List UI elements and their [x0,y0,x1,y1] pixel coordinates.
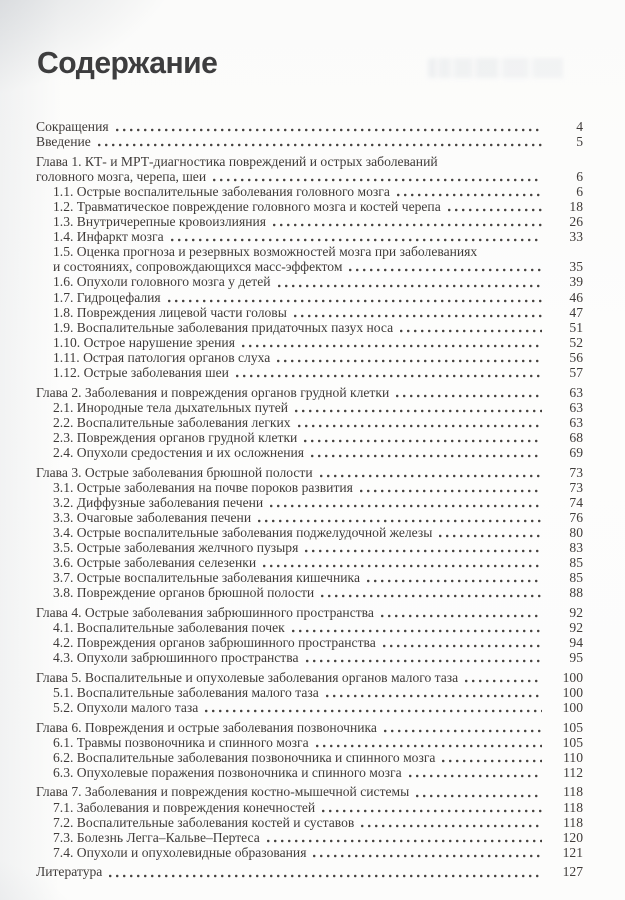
toc-page-number: 69 [569,444,583,460]
toc-subentry [36,259,583,274]
toc-entry-label: 1.4. Инфаркт мозга [53,229,164,245]
dot-leader [168,299,542,303]
toc-page-number: 68 [569,429,583,445]
dot-leader [277,359,542,363]
toc-subentry [36,320,583,335]
toc-page-number: 92 [569,604,583,620]
toc-page-number: 35 [569,259,583,275]
toc-subentry [36,735,583,750]
dot-leader [448,208,542,212]
toc-subentry [36,495,583,510]
toc-entry-label: 2.4. Опухоли средостения и их осложнения [53,444,305,460]
dot-leader [442,759,542,763]
dot-leader [416,794,542,798]
dot-leader [263,564,542,568]
toc-subentry [36,525,583,540]
toc-subentry [36,650,583,665]
toc-entry-label: 4.1. Воспалительные заболевания почек [53,620,285,635]
toc-entry-label: 1.3. Внутричерепные кровоизлияния [53,214,266,230]
dot-leader [322,809,542,813]
toc-page-number: 76 [569,509,583,525]
dot-leader [305,549,542,553]
dot-leader [171,238,542,242]
toc-subentry [36,305,583,320]
toc-page-number: 57 [569,365,583,380]
toc-list [36,119,583,880]
toc-page-number: 95 [569,650,583,666]
toc-page-number: 118 [563,784,583,800]
toc-page-number: 5 [576,134,583,150]
toc-entry-label: Глава 3. Острые заболевания брюшной полости [36,464,313,480]
toc-page-number: 121 [562,844,583,860]
toc-subentry [36,415,583,430]
toc-entry-label: Глава 6. Повреждения и острые заболевания позвоночника [36,719,377,735]
toc-subentry [36,570,583,585]
toc-entry-label: 1.12. Острые заболевания шеи [53,365,229,380]
toc-subentry [36,350,583,365]
toc-entry-label: 2.1. Инородные тела дыхательных путей [53,399,289,415]
toc-entry-label: 3.5. Острые заболевания желчного пузыря [53,540,299,556]
dot-leader [384,729,542,733]
toc-entry-label: 5.2. Опухоли малого таза [53,699,199,715]
toc-page-number: 6 [576,168,583,184]
toc-entry-label: 2.2. Воспалительные заболевания легких [53,414,291,430]
toc-subentry [36,800,583,815]
toc-subentry [36,685,583,700]
toc-subentry [36,365,583,380]
toc-page-number: 85 [569,570,583,586]
toc-entry-label: и состояниях, сопровождающихся масс-эффектом [53,259,343,275]
dot-leader [360,489,542,493]
toc-entry-label: 7.3. Болезнь Легга–Кальве–Пертеса [53,829,260,845]
toc-subentry [36,445,583,460]
toc-entry [36,605,583,620]
toc-subentry [36,335,583,350]
dot-leader [236,374,542,378]
toc-page-number: 63 [569,399,583,415]
dot-leader [294,314,542,318]
toc-entry-label: 3.7. Острые воспалительные заболевания кишечника [53,570,360,586]
toc-page-number: 112 [563,764,583,780]
toc-subentry [36,214,583,229]
dot-leader [273,223,542,227]
toc-entry-label: Глава 5. Воспалительные и опухолевые заболевания органов малого таза [36,669,459,685]
dot-leader [349,268,542,272]
toc-entry-label: 3.1. Острые заболевания на почве пороков развития [53,479,353,495]
toc-subentry [36,585,583,600]
toc-entry-label: 1.7. Гидроцефалия [53,289,161,305]
dot-leader [396,394,542,398]
toc-entry-label: головного мозга, черепа, шеи [36,168,207,184]
toc-entry-label: 7.1. Заболевания и повреждения конечностей [53,799,316,815]
toc-entry-label: 3.3. Очаговые заболевания печени [53,509,252,525]
dot-leader [313,854,542,858]
toc-page-number: 4 [576,119,583,134]
toc-page-number: 73 [569,479,583,495]
dot-leader [400,329,542,333]
toc-entry-label: 1.1. Острые воспалительные заболевания головного мозга [53,183,390,199]
toc-entry-label: 6.2. Воспалительные заболевания позвоночника и спинного мозга [53,749,436,765]
toc-subentry [36,765,583,780]
toc-page-number: 118 [563,814,583,830]
toc-page-number: 56 [569,349,583,365]
toc-subentry [36,555,583,570]
dot-leader [109,874,542,878]
toc-page-number: 74 [569,494,583,510]
toc-page-number: 26 [569,214,583,230]
dot-leader [320,474,542,478]
dot-leader [367,579,542,583]
toc-page-number: 47 [569,304,583,320]
toc-entry [36,169,583,184]
toc-page-number: 120 [562,829,583,845]
toc-subentry [36,229,583,244]
toc-page-number: 100 [562,684,583,700]
toc-subentry [36,700,583,715]
toc-subentry [36,830,583,845]
toc-subentry [36,244,583,259]
toc-subentry [36,199,583,214]
dot-leader [306,659,542,663]
toc-entry-label: 1.2. Травматическое повреждение головного мозга и костей черепа [53,198,441,214]
dot-leader [278,284,542,288]
dot-leader [242,344,542,348]
toc-page-number: 85 [569,555,583,571]
toc-entry-label: 3.8. Повреждение органов брюшной полости [53,585,315,601]
toc-entry [36,720,583,735]
dot-leader [321,594,542,598]
toc-page-number: 33 [569,229,583,245]
dot-leader [205,709,542,713]
toc-entry-label: 1.8. Повреждения лицевой части головы [53,304,287,320]
toc-subentry [36,845,583,860]
dot-leader [409,774,542,778]
toc-entry-label: Сокращения [36,119,109,134]
toc-page-number: 6 [576,183,583,199]
toc-entry-label: Глава 4. Острые заболевания забрюшинного пространства [36,604,374,620]
toc-page-number: 94 [569,635,583,651]
toc-entry-label: Литература [36,864,103,880]
toc-page-number: 127 [562,864,583,880]
dot-leader [295,409,542,413]
toc-entry [36,670,583,685]
toc-entry-label: 3.6. Острые заболевания селезенки [53,555,257,571]
dot-leader [361,824,542,828]
dot-leader [116,128,542,132]
toc-entry-label: Глава 7. Заболевания и повреждения костно-мышечной системы [36,784,410,800]
toc-subentry [36,510,583,525]
toc-entry-label: 3.4. Острые воспалительные заболевания поджелудочной железы [53,524,433,540]
toc-page-number: 46 [569,289,583,305]
toc-entry-label: 7.2. Воспалительные заболевания костей и суставов [53,814,355,830]
toc-entry-label: 1.9. Воспалительные заболевания придаточных пазух носа [53,319,394,335]
toc-page-number: 100 [562,669,583,685]
toc-subentry [36,400,583,415]
dot-leader [267,839,542,843]
toc-entry-label: 4.3. Опухоли забрюшинного пространства [53,650,299,666]
toc-page-number: 51 [569,319,583,335]
dot-leader [270,504,542,508]
toc-subentry [36,815,583,830]
toc-page-number: 63 [569,414,583,430]
toc-page-number: 83 [569,540,583,556]
toc-entry-label: Глава 2. Заболевания и повреждения органов грудной клетки [36,384,390,400]
toc-page-number: 118 [563,799,583,815]
toc-page-number: 105 [562,719,583,735]
dot-leader [316,744,542,748]
toc-subentry [36,750,583,765]
toc-subentry [36,635,583,650]
toc-entry [36,154,583,169]
toc-page-number: 80 [569,524,583,540]
toc-entry-label: 7.4. Опухоли и опухолевидные образования [53,844,307,860]
toc-entry-label: 6.1. Травмы позвоночника и спинного мозга [53,734,309,750]
toc-page-number: 73 [569,464,583,480]
toc-entry-label: Введение [36,134,91,150]
toc-entry-label: Глава 1. КТ- и МРТ-диагностика повреждений и острых заболеваний [36,153,438,169]
toc-subentry [36,480,583,495]
toc-subentry [36,620,583,635]
dot-leader [383,644,542,648]
dot-leader [439,534,542,538]
toc-subentry [36,184,583,199]
toc-entry-label: 5.1. Воспалительные заболевания малого таза [53,684,319,700]
dot-leader [213,178,542,182]
toc-entry-label: 3.2. Диффузные заболевания печени [53,494,264,510]
dot-leader [311,454,542,458]
toc-entry [36,134,583,149]
toc-subentry [36,540,583,555]
dot-leader [298,424,542,428]
toc-entry-label: 1.5. Оценка прогноза и резервных возможностей мозга при заболеваниях [53,244,478,260]
toc-subentry [36,290,583,305]
toc-page-number: 18 [569,198,583,214]
toc-page-number: 63 [569,384,583,400]
toc-entry [36,385,583,400]
dot-leader [98,143,542,147]
toc-entry [36,784,583,799]
toc-page-number: 52 [569,334,583,350]
page-title: Содержание [37,45,218,80]
toc-page-number: 110 [563,749,583,765]
toc-entry [36,465,583,480]
dot-leader [304,439,542,443]
dot-leader [326,694,542,698]
toc-page-number: 100 [562,699,583,715]
watermark [428,58,578,78]
dot-leader [397,193,542,197]
toc-entry-label: 1.6. Опухоли головного мозга у детей [53,274,271,290]
toc-entry-label: 4.2. Повреждения органов забрюшинного пространства [53,635,376,651]
toc-entry-label: 1.10. Острое нарушение зрения [53,334,235,350]
toc-entry-label: 6.3. Опухолевые поражения позвоночника и спинного мозга [53,764,402,780]
toc-entry [36,864,583,879]
toc-page-number: 88 [569,585,583,601]
toc-subentry [36,274,583,289]
toc-page-number: 39 [569,274,583,290]
dot-leader [258,519,542,523]
dot-leader [292,629,542,633]
dot-leader [381,614,542,618]
toc-entry [36,119,583,134]
toc-page-number: 92 [569,620,583,635]
toc-subentry [36,430,583,445]
toc-entry-label: 2.3. Повреждения органов грудной клетки [53,429,298,445]
toc-page-number: 105 [562,734,583,750]
toc-entry-label: 1.11. Острая патология органов слуха [53,349,271,365]
dot-leader [465,679,542,683]
